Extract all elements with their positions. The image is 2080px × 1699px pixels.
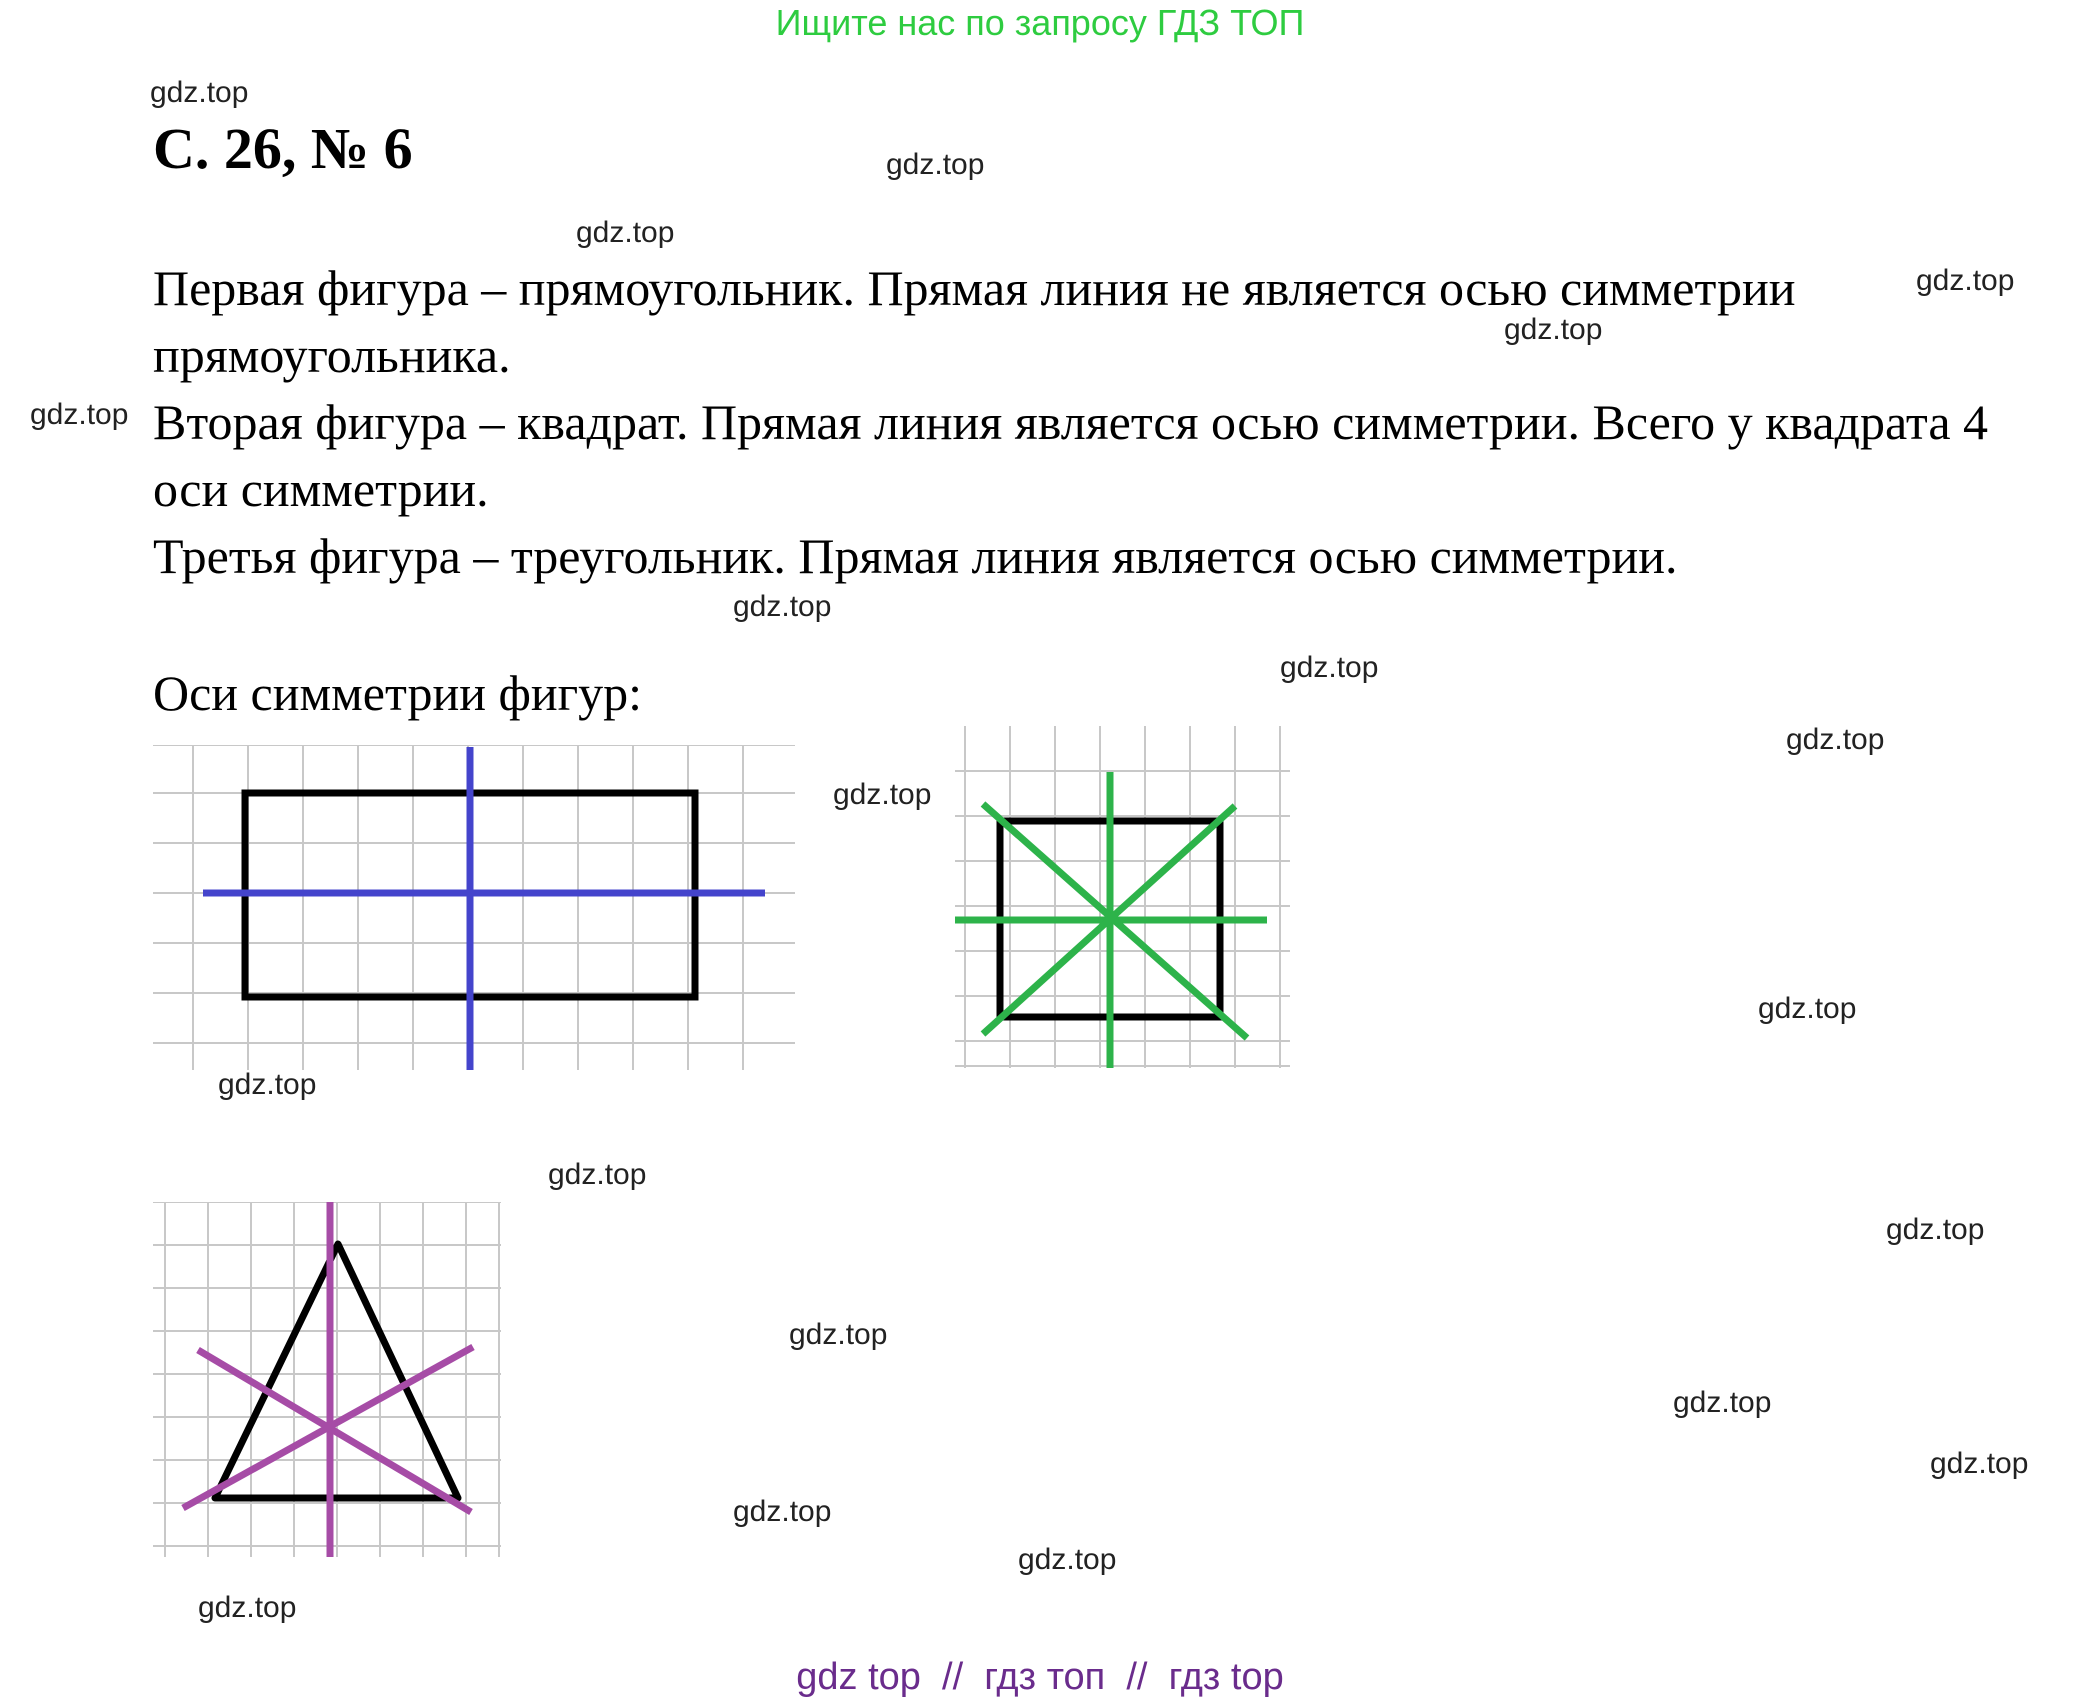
triangle-figure — [153, 1202, 501, 1557]
watermark: gdz.top — [1916, 264, 2015, 297]
watermark: gdz.top — [789, 1318, 888, 1351]
paragraph-triangle: Третья фигура – треугольник. Прямая линия является осью симметрии. — [153, 528, 1678, 584]
watermark: gdz.top — [1930, 1447, 2029, 1480]
watermark: gdz.top — [886, 148, 985, 181]
watermark: gdz.top — [733, 1495, 832, 1528]
watermark: gdz.top — [1504, 313, 1603, 346]
watermark: gdz.top — [1280, 651, 1379, 684]
square-figure — [955, 726, 1290, 1068]
watermark: gdz.top — [198, 1591, 297, 1624]
watermark: gdz.top — [733, 590, 832, 623]
watermark: gdz.top — [833, 778, 932, 811]
watermark: gdz.top — [1758, 992, 1857, 1025]
answer-text — [153, 255, 2043, 590]
axes-heading: Оси симметрии фигур: — [153, 665, 643, 721]
watermark: gdz.top — [30, 398, 129, 431]
watermark: gdz.top — [1886, 1213, 1985, 1246]
paragraph-square: Вторая фигура – квадрат. Прямая линия является осью симметрии. Всего у квадрата 4 оси симметрии. — [153, 394, 1989, 517]
watermark: gdz.top — [1018, 1543, 1117, 1576]
banner: Ищите нас по запросу ГДЗ ТОП — [775, 2, 1305, 43]
watermark: gdz.top — [218, 1068, 317, 1101]
watermark: gdz.top — [548, 1158, 647, 1191]
watermark: gdz.top — [1673, 1386, 1772, 1419]
footer: gdz top // гдз топ // гдз top — [796, 1656, 1284, 1698]
rectangle-figure — [153, 745, 795, 1070]
watermark: gdz.top — [576, 216, 675, 249]
watermark: gdz.top — [150, 76, 249, 109]
paragraph-rectangle: Первая фигура – прямоугольник. Прямая линия не является осью симметрии прямоугольника. — [153, 260, 1796, 383]
page-title: С. 26, № 6 — [153, 116, 413, 181]
watermark: gdz.top — [1786, 723, 1885, 756]
